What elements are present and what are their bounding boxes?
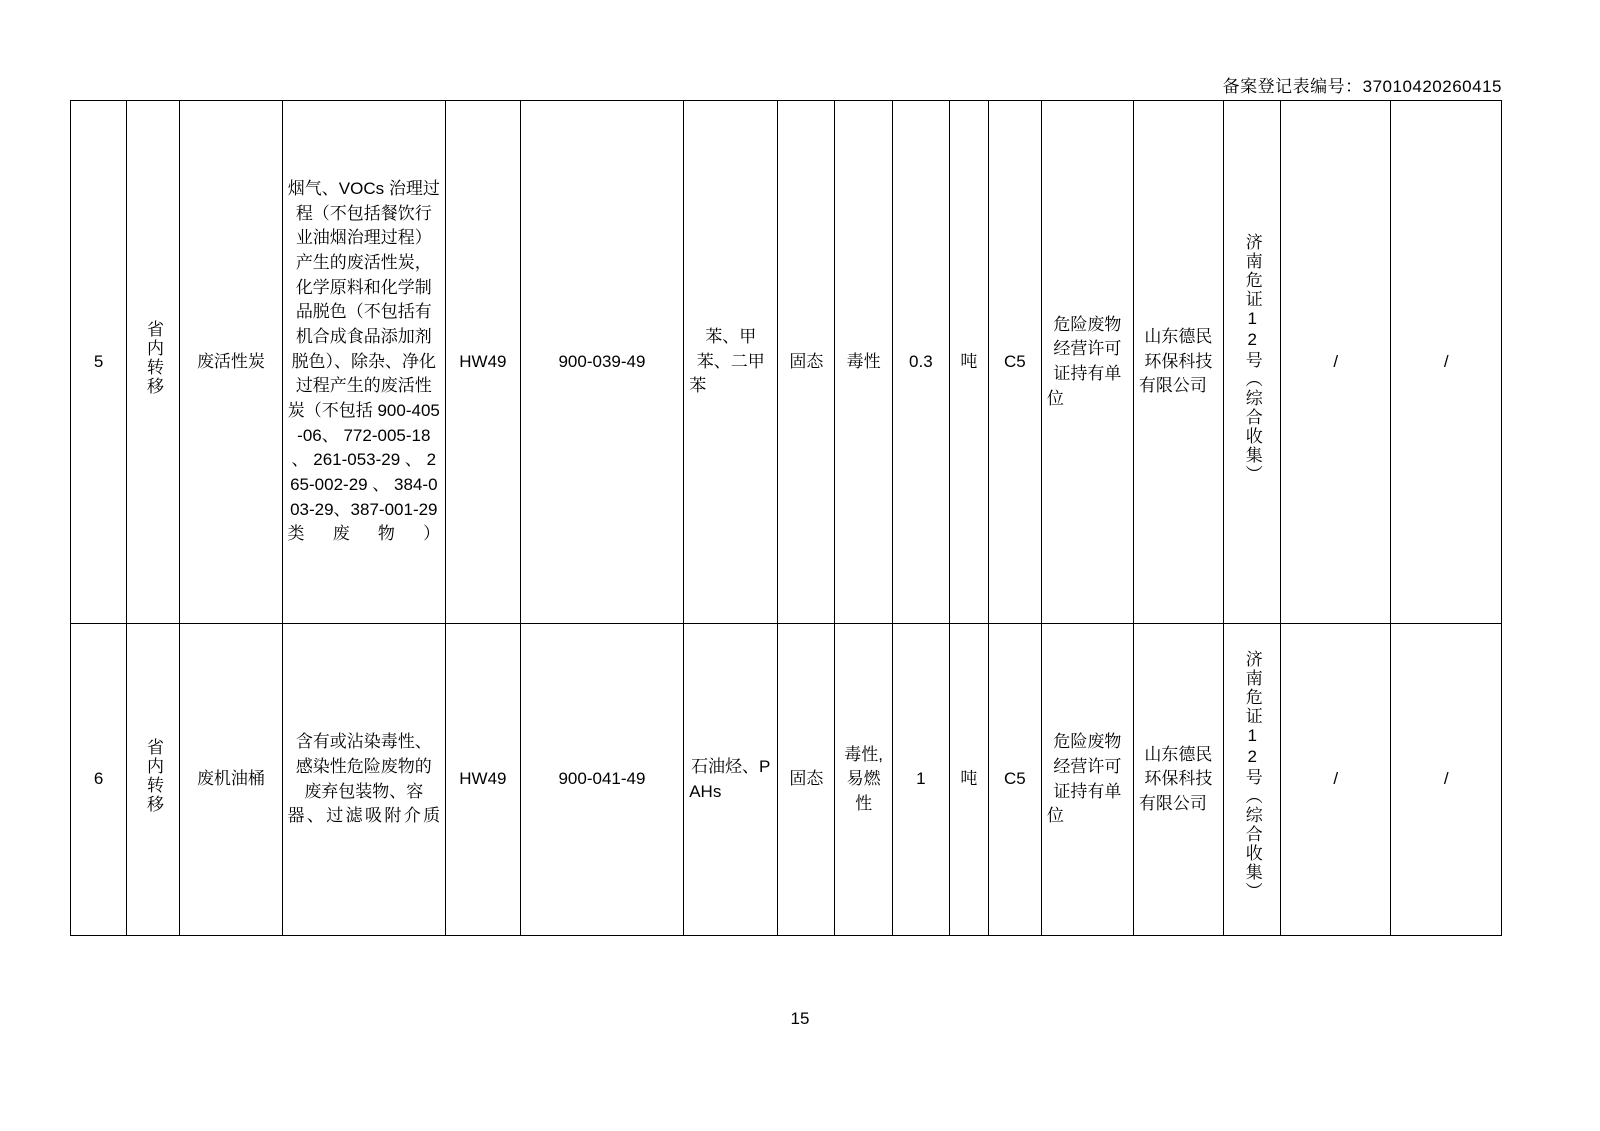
cell-blank-1: / [1281,624,1391,936]
cell-blank-2: / [1391,624,1502,936]
cell-unit: 吨 [949,101,988,624]
cell-package: C5 [988,101,1041,624]
hazardous-waste-transfer-table [70,100,1502,936]
table-row [71,101,1502,624]
cell-hazard-property: 毒性 [835,101,892,624]
cell-transfer-way: 危险废物经营许可证持有单位 [1041,101,1133,624]
cell-quantity: 0.3 [892,101,949,624]
cell-waste-name: 废机油桶 [180,624,282,936]
record-form-number: 备案登记表编号：37010420260415 [1222,77,1502,96]
cell-transfer-way: 危险废物经营许可证持有单位 [1041,624,1133,936]
cell-package: C5 [988,624,1041,936]
cell-quantity: 1 [892,624,949,936]
cell-blank-1: / [1281,101,1391,624]
cell-transfer-type-text: 省内转移 [144,320,164,397]
cell-license [1223,624,1280,936]
cell-transfer-type [127,624,180,936]
cell-waste-code: 900-039-49 [520,101,684,624]
cell-hazard-property: 毒性,易燃性 [835,624,892,936]
cell-description: 含有或沾染毒性、感染性危险废物的废弃包装物、容器、过滤吸附介质 [282,624,446,936]
cell-blank-2: / [1391,101,1502,624]
cell-waste-name: 废活性炭 [180,101,282,624]
cell-receiver: 山东德民环保科技有限公司 [1133,624,1223,936]
cell-physical-form: 固态 [778,624,835,936]
cell-transfer-type-text: 省内转移 [144,737,164,814]
cell-license-text: 济南危证12号（综合收集） [1242,650,1262,902]
table-row [71,624,1502,936]
cell-description: 烟气、VOCs 治理过程（不包括餐饮行业油烟治理过程）产生的废活性炭，化学原料和化学制品脱色（不包括有机合成食品添加剂脱色）、除杂、净化过程产生的废活性炭（不包括 900-405-06、 772-005-18 、 261-053-29 、 265-002-29 、 384-003-29、387-001-29 类废物） [282,101,446,624]
cell-receiver: 山东德民环保科技有限公司 [1133,101,1223,624]
cell-physical-form: 固态 [778,101,835,624]
cell-waste-code: 900-041-49 [520,624,684,936]
cell-hw-category: HW49 [446,101,521,624]
cell-index: 5 [71,101,127,624]
cell-unit: 吨 [949,624,988,936]
cell-license [1223,101,1280,624]
cell-index: 6 [71,624,127,936]
cell-license-text: 济南危证12号（综合收集） [1242,232,1262,484]
cell-main-ingredients: 石油烃、PAHs [684,624,778,936]
cell-hw-category: HW49 [446,624,521,936]
cell-main-ingredients: 苯、甲苯、二甲苯 [684,101,778,624]
page-number: 15 [790,1009,810,1028]
cell-transfer-type [127,101,180,624]
